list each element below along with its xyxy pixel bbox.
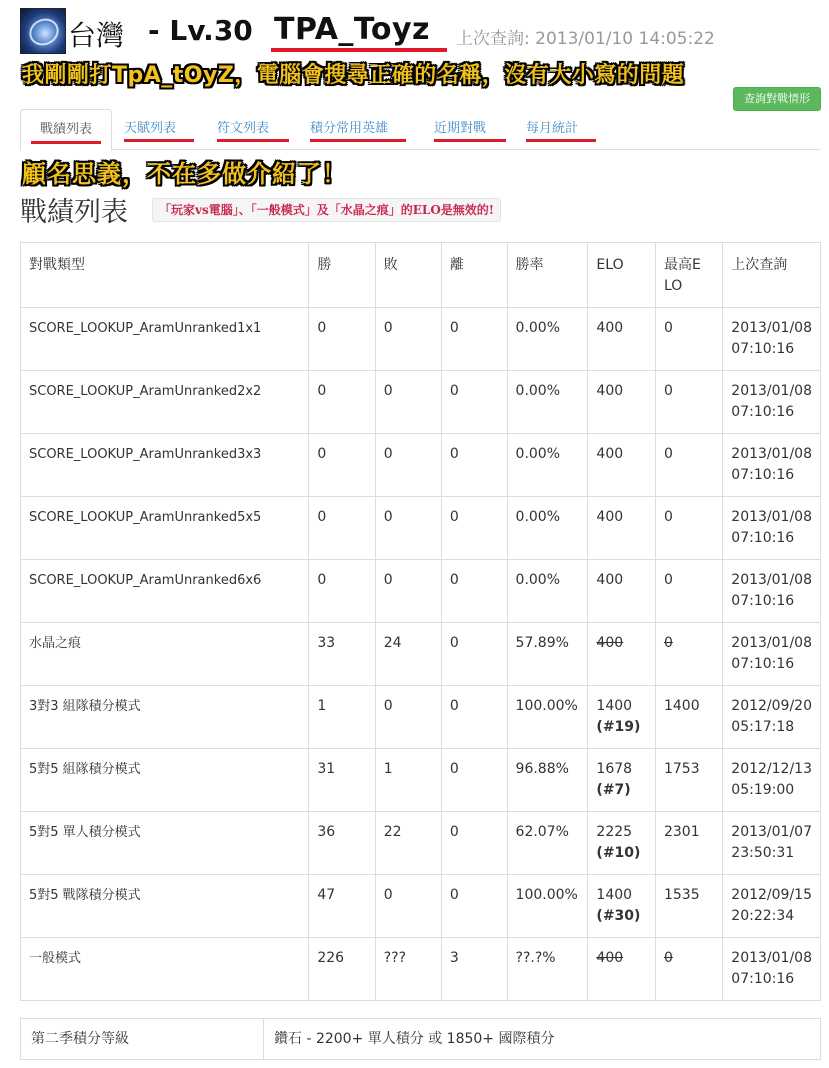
summoner-avatar-icon <box>20 8 66 54</box>
max-elo-cell-text: 0 <box>663 383 673 399</box>
tab-label: 近期對戰 <box>434 121 487 136</box>
leaves-cell-text: 0 <box>449 446 459 462</box>
max-elo-cell-text: 1535 <box>663 887 700 903</box>
losses-cell-text: ??? <box>383 950 407 966</box>
last-query-date: 2012/09/20 <box>731 698 812 714</box>
wins-cell <box>309 875 375 938</box>
last-query-date: 2013/01/08 <box>731 446 812 462</box>
elo-warning-badge: 「玩家vs電腦」、「一般模式」及「水晶之痕」的ELO是無效的! <box>152 198 501 222</box>
last-query-date: 2012/12/13 <box>731 761 812 777</box>
losses-cell-text: 0 <box>383 446 393 462</box>
match-type-cell <box>21 749 309 812</box>
leaves-cell-text: 0 <box>449 509 459 525</box>
last-query-clock: 07:10:16 <box>731 593 795 609</box>
max-elo-cell <box>655 812 722 875</box>
last-query-cell <box>723 875 821 938</box>
max-elo-cell-text: 1753 <box>663 761 700 777</box>
match-type-cell <box>21 812 309 875</box>
leaves-cell <box>441 497 507 560</box>
annotation-underline <box>31 141 101 144</box>
column-header: 勝 <box>309 243 375 308</box>
tab-label: 符文列表 <box>217 121 270 136</box>
wins-cell-text: 36 <box>317 824 336 840</box>
column-header: 敗 <box>375 243 441 308</box>
win-rate-cell <box>507 434 588 497</box>
wins-cell <box>309 812 375 875</box>
win-rate-cell-text: 100.00% <box>515 698 578 714</box>
losses-cell-text: 0 <box>383 698 393 714</box>
wins-cell-text: 0 <box>317 383 327 399</box>
table-row <box>21 623 821 686</box>
leaves-cell <box>441 812 507 875</box>
win-rate-cell-text: 0.00% <box>515 320 561 336</box>
wins-cell <box>309 938 375 1001</box>
win-rate-cell-text: 0.00% <box>515 383 561 399</box>
column-header: 對戰類型 <box>21 243 309 308</box>
elo-cell-text: 400 <box>596 635 624 651</box>
losses-cell-text: 1 <box>383 761 393 777</box>
tab-label: 每月統計 <box>526 121 579 136</box>
win-rate-cell <box>507 812 588 875</box>
match-type-cell <box>21 938 309 1001</box>
max-elo-cell <box>655 938 722 1001</box>
elo-cell <box>588 308 656 371</box>
max-elo-cell-text: 0 <box>663 950 673 966</box>
leaves-cell-text: 0 <box>449 824 459 840</box>
win-rate-cell <box>507 308 588 371</box>
wins-cell-text: 33 <box>317 635 336 651</box>
profile-tabs <box>20 109 820 150</box>
last-query-date: 2013/01/08 <box>731 950 812 966</box>
leaves-cell-text: 0 <box>449 887 459 903</box>
win-rate-cell <box>507 686 588 749</box>
max-elo-cell <box>655 875 722 938</box>
table-row <box>21 434 821 497</box>
annotation-underline <box>217 139 289 142</box>
win-rate-cell-text: 100.00% <box>515 887 578 903</box>
season-label: 第二季積分等級 <box>21 1019 264 1060</box>
match-type-cell-text: 水晶之痕 <box>29 636 82 651</box>
table-row <box>21 749 821 812</box>
last-query-clock: 05:17:18 <box>731 719 795 735</box>
last-query-clock: 05:19:00 <box>731 782 795 798</box>
max-elo-cell <box>655 371 722 434</box>
wins-cell-text: 0 <box>317 320 327 336</box>
elo-cell-text: 400 <box>596 446 624 462</box>
match-type-cell-text: 5對5 戰隊積分模式 <box>29 888 141 903</box>
losses-cell <box>375 875 441 938</box>
elo-rank-text: (#19) <box>596 719 641 735</box>
last-query-cell <box>723 938 821 1001</box>
elo-cell <box>588 686 656 749</box>
column-header: 勝率 <box>507 243 588 308</box>
match-type-cell <box>21 308 309 371</box>
match-type-cell-text: 一般模式 <box>29 951 82 966</box>
losses-cell <box>375 371 441 434</box>
table-row <box>21 1019 821 1060</box>
tab-label: 戰績列表 <box>39 122 92 137</box>
elo-cell <box>588 560 656 623</box>
tab-label: 積分常用英雄 <box>310 121 389 136</box>
max-elo-cell-text: 0 <box>663 635 673 651</box>
column-header: 上次查詢 <box>723 243 821 308</box>
last-query-clock: 07:10:16 <box>731 341 795 357</box>
leaves-cell <box>441 623 507 686</box>
wins-cell <box>309 749 375 812</box>
table-row <box>21 812 821 875</box>
leaves-cell <box>441 875 507 938</box>
wins-cell <box>309 371 375 434</box>
elo-cell-text: 400 <box>596 320 624 336</box>
last-query-cell <box>723 749 821 812</box>
max-elo-cell <box>655 686 722 749</box>
last-query-clock: 07:10:16 <box>731 530 795 546</box>
max-elo-cell-text: 1400 <box>663 698 700 714</box>
wins-cell-text: 0 <box>317 509 327 525</box>
column-header <box>655 243 722 308</box>
tab-runes[interactable] <box>217 109 289 148</box>
max-elo-cell <box>655 497 722 560</box>
elo-rank-text: (#10) <box>596 845 641 861</box>
tab-ranked-champions[interactable] <box>310 109 406 148</box>
leaves-cell <box>441 560 507 623</box>
leaves-cell <box>441 308 507 371</box>
last-query-cell <box>723 308 821 371</box>
wins-cell-text: 47 <box>317 887 336 903</box>
leaves-cell <box>441 371 507 434</box>
last-query-cell <box>723 623 821 686</box>
elo-cell <box>588 434 656 497</box>
last-query-cell <box>723 497 821 560</box>
leaves-cell <box>441 434 507 497</box>
match-type-cell-text: 5對5 組隊積分模式 <box>29 762 141 777</box>
stats-table <box>20 242 821 1001</box>
match-type-cell-text: SCORE_LOOKUP_AramUnranked6x6 <box>29 573 262 588</box>
losses-cell-text: 0 <box>383 383 393 399</box>
section-title: 戰績列表 <box>20 197 128 228</box>
column-header: 離 <box>441 243 507 308</box>
win-rate-cell-text: 0.00% <box>515 509 561 525</box>
leaves-cell <box>441 749 507 812</box>
losses-cell <box>375 308 441 371</box>
last-query-clock: 07:10:16 <box>731 656 795 672</box>
losses-cell-text: 0 <box>383 320 393 336</box>
max-elo-cell <box>655 623 722 686</box>
annotation-note-search: 我剛剛打TpA_tOyZ，電腦會搜尋正確的名稱，沒有大小寫的問題 <box>22 63 685 88</box>
win-rate-cell <box>507 371 588 434</box>
losses-cell-text: 0 <box>383 887 393 903</box>
last-query-cell <box>723 686 821 749</box>
leaves-cell-text: 0 <box>449 698 459 714</box>
match-type-cell-text: SCORE_LOOKUP_AramUnranked1x1 <box>29 321 262 336</box>
wins-cell <box>309 308 375 371</box>
losses-cell <box>375 497 441 560</box>
max-elo-header-text: 最高ELO <box>663 257 701 294</box>
last-query-cell <box>723 812 821 875</box>
annotation-underline <box>526 139 596 142</box>
table-row <box>21 308 821 371</box>
win-rate-cell-text: 0.00% <box>515 572 561 588</box>
tab-label: 天賦列表 <box>124 121 177 136</box>
leaves-cell <box>441 686 507 749</box>
max-elo-cell <box>655 560 722 623</box>
annotation-underline <box>434 139 506 142</box>
column-header: ELO <box>588 243 656 308</box>
last-query-date: 2013/01/08 <box>731 635 812 651</box>
elo-cell <box>588 749 656 812</box>
leaves-cell-text: 0 <box>449 572 459 588</box>
table-row <box>21 938 821 1001</box>
leaves-cell-text: 0 <box>449 383 459 399</box>
losses-cell <box>375 938 441 1001</box>
tab-monthly-stats[interactable] <box>526 109 596 148</box>
wins-cell <box>309 623 375 686</box>
annotation-underline <box>124 139 194 142</box>
annotation-note-self-explanatory: 顧名思義，不在多做介紹了！ <box>22 160 347 188</box>
last-query-date: 2013/01/08 <box>731 320 812 336</box>
last-query-date: 2013/01/08 <box>731 509 812 525</box>
match-type-cell-text: SCORE_LOOKUP_AramUnranked2x2 <box>29 384 262 399</box>
wins-cell-text: 31 <box>317 761 336 777</box>
elo-cell <box>588 623 656 686</box>
max-elo-cell <box>655 434 722 497</box>
elo-cell-text: 400 <box>596 509 624 525</box>
elo-rank-text: (#7) <box>596 782 631 798</box>
table-row <box>21 371 821 434</box>
last-query-clock: 20:22:34 <box>731 908 795 924</box>
season-value: 鑽石 - 2200+ 單人積分 或 1850+ 國際積分 <box>264 1019 821 1060</box>
elo-cell-text: 400 <box>596 383 624 399</box>
match-type-cell <box>21 560 309 623</box>
losses-cell <box>375 560 441 623</box>
elo-cell-text: 1400 <box>596 698 633 714</box>
last-query-date: 2012/09/15 <box>731 887 812 903</box>
region-label: 台灣 <box>68 19 125 52</box>
tab-talents[interactable] <box>124 109 194 148</box>
losses-cell <box>375 812 441 875</box>
wins-cell-text: 0 <box>317 446 327 462</box>
match-type-cell <box>21 875 309 938</box>
match-type-cell <box>21 434 309 497</box>
max-elo-cell <box>655 749 722 812</box>
win-rate-cell-text: ??.?% <box>515 950 556 966</box>
table-row <box>21 497 821 560</box>
annotation-underline <box>271 48 447 52</box>
profile-header <box>20 6 820 56</box>
win-rate-cell <box>507 623 588 686</box>
losses-cell-text: 0 <box>383 509 393 525</box>
max-elo-cell-text: 0 <box>663 320 673 336</box>
max-elo-cell-text: 0 <box>663 572 673 588</box>
wins-cell-text: 1 <box>317 698 327 714</box>
last-query-cell <box>723 434 821 497</box>
elo-cell <box>588 938 656 1001</box>
leaves-cell <box>441 938 507 1001</box>
last-query-cell <box>723 560 821 623</box>
win-rate-cell-text: 57.89% <box>515 635 569 651</box>
losses-cell-text: 24 <box>383 635 402 651</box>
win-rate-cell <box>507 875 588 938</box>
match-type-cell <box>21 497 309 560</box>
match-type-cell-text: SCORE_LOOKUP_AramUnranked3x3 <box>29 447 262 462</box>
season-table <box>20 1018 821 1060</box>
last-query-date: 2013/01/08 <box>731 572 812 588</box>
last-query-clock: 07:10:16 <box>731 404 795 420</box>
max-elo-cell-text: 0 <box>663 446 673 462</box>
max-elo-cell-text: 2301 <box>663 824 700 840</box>
win-rate-cell-text: 62.07% <box>515 824 569 840</box>
last-query-cell <box>723 371 821 434</box>
elo-cell <box>588 812 656 875</box>
match-type-cell <box>21 371 309 434</box>
match-type-cell-text: 3對3 組隊積分模式 <box>29 699 141 714</box>
win-rate-cell <box>507 497 588 560</box>
table-row <box>21 875 821 938</box>
annotation-underline <box>310 139 406 142</box>
match-type-cell-text: SCORE_LOOKUP_AramUnranked5x5 <box>29 510 262 525</box>
leaves-cell-text: 0 <box>449 320 459 336</box>
losses-cell <box>375 623 441 686</box>
match-type-cell <box>21 686 309 749</box>
leaves-cell-text: 0 <box>449 635 459 651</box>
wins-cell-text: 0 <box>317 572 327 588</box>
max-elo-cell-text: 0 <box>663 509 673 525</box>
win-rate-cell <box>507 560 588 623</box>
wins-cell <box>309 560 375 623</box>
view-match-button[interactable]: 查詢對戰情形 <box>733 87 821 111</box>
losses-cell <box>375 686 441 749</box>
max-elo-cell <box>655 308 722 371</box>
elo-cell-text: 1678 <box>596 761 633 777</box>
tab-recent-matches[interactable] <box>434 109 506 148</box>
elo-cell <box>588 497 656 560</box>
win-rate-cell-text: 96.88% <box>515 761 569 777</box>
wins-cell <box>309 686 375 749</box>
leaves-cell-text: 0 <box>449 761 459 777</box>
elo-cell-text: 400 <box>596 950 624 966</box>
win-rate-cell-text: 0.00% <box>515 446 561 462</box>
last-query-time: 上次查詢: 2013/01/10 14:05:22 <box>456 29 715 49</box>
elo-cell-text: 1400 <box>596 887 633 903</box>
losses-cell-text: 22 <box>383 824 402 840</box>
wins-cell <box>309 497 375 560</box>
table-header-row <box>21 243 821 308</box>
match-type-cell-text: 5對5 單人積分模式 <box>29 825 141 840</box>
level-label: - Lv.30 <box>148 14 253 47</box>
elo-cell-text: 2225 <box>596 824 633 840</box>
last-query-date: 2013/01/08 <box>731 383 812 399</box>
losses-cell-text: 0 <box>383 572 393 588</box>
wins-cell-text: 226 <box>317 950 345 966</box>
summoner-name: TPA_Toyz <box>274 12 431 47</box>
elo-cell-text: 400 <box>596 572 624 588</box>
win-rate-cell <box>507 749 588 812</box>
last-query-clock: 07:10:16 <box>731 971 795 987</box>
win-rate-cell <box>507 938 588 1001</box>
losses-cell <box>375 434 441 497</box>
tab-stats[interactable] <box>20 109 112 151</box>
elo-cell <box>588 371 656 434</box>
match-type-cell <box>21 623 309 686</box>
table-row <box>21 686 821 749</box>
elo-rank-text: (#30) <box>596 908 641 924</box>
elo-cell <box>588 875 656 938</box>
table-row <box>21 560 821 623</box>
losses-cell <box>375 749 441 812</box>
last-query-clock: 07:10:16 <box>731 467 795 483</box>
last-query-date: 2013/01/07 <box>731 824 812 840</box>
last-query-clock: 23:50:31 <box>731 845 795 861</box>
wins-cell <box>309 434 375 497</box>
leaves-cell-text: 3 <box>449 950 459 966</box>
